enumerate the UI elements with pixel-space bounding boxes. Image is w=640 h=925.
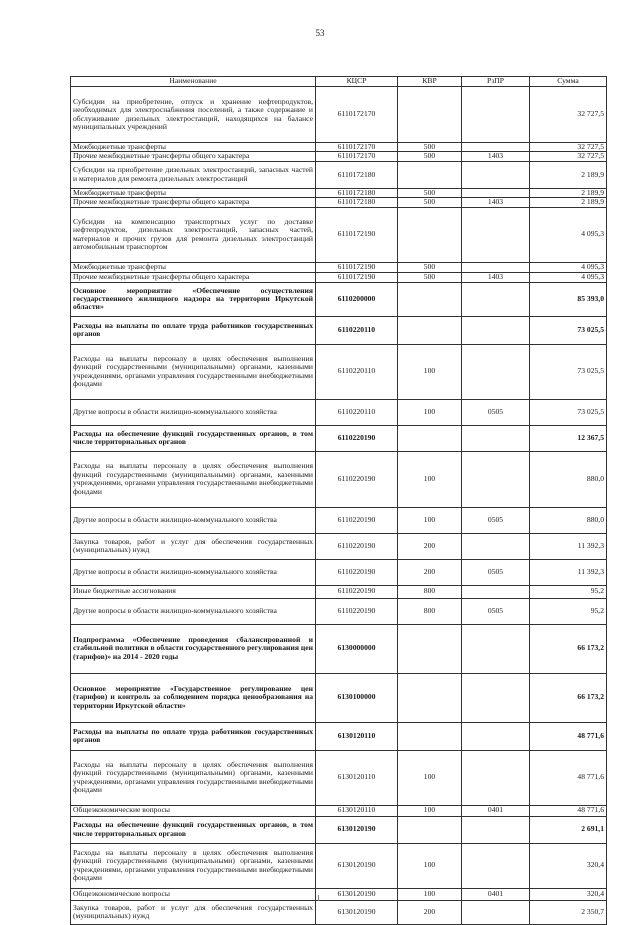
table-row bbox=[71, 598, 607, 624]
row-rzpr-cell bbox=[462, 900, 530, 924]
row-sum-cell: 4 095,3 bbox=[530, 262, 607, 272]
row-sum-cell: 48 771,6 bbox=[530, 722, 607, 750]
table-row bbox=[71, 507, 607, 533]
row-kvr-cell: 200 bbox=[398, 559, 462, 585]
row-sum-cell: 11 392,3 bbox=[530, 533, 607, 559]
row-sum-cell: 2 350,7 bbox=[530, 900, 607, 924]
table-row bbox=[71, 188, 607, 197]
table-row bbox=[71, 673, 607, 722]
header-rzpr: РзПР bbox=[462, 77, 530, 87]
row-kvr-cell bbox=[398, 722, 462, 750]
row-sum-cell: 32 727,5 bbox=[530, 143, 607, 152]
row-kvr-cell bbox=[398, 282, 462, 316]
row-rzpr-cell bbox=[462, 207, 530, 262]
row-rzpr-cell: 0505 bbox=[462, 559, 530, 585]
row-name-cell: Расходы на выплаты персоналу в целях обеспечения выполнения функций государственными (муниципальными) органами, казенными учреждениями, органами управления государственными внебюджетными фондами bbox=[71, 750, 316, 805]
row-rzpr-cell bbox=[462, 344, 530, 399]
row-kvr-cell bbox=[398, 624, 462, 673]
table-row bbox=[71, 316, 607, 344]
row-kcsr-cell: 6110220110 bbox=[316, 344, 398, 399]
row-rzpr-cell bbox=[462, 673, 530, 722]
row-kvr-cell bbox=[398, 207, 462, 262]
row-kcsr-cell: 6110220110 bbox=[316, 399, 398, 425]
row-rzpr-cell: 1403 bbox=[462, 152, 530, 161]
row-sum-cell: 12 367,5 bbox=[530, 425, 607, 451]
row-kcsr-cell: 6110220190 bbox=[316, 451, 398, 507]
row-rzpr-cell: 0505 bbox=[462, 507, 530, 533]
row-rzpr-cell: 0401 bbox=[462, 888, 530, 900]
row-kvr-cell: 200 bbox=[398, 533, 462, 559]
table-row bbox=[71, 152, 607, 161]
row-name-cell: Закупка товаров, работ и услуг для обеспечения государственных (муниципальных) нужд bbox=[71, 533, 316, 559]
row-kvr-cell: 500 bbox=[398, 272, 462, 282]
row-name-cell: Другие вопросы в области жилищно-коммунального хозяйства bbox=[71, 399, 316, 425]
row-name-cell: Расходы на выплаты по оплате труда работников государственных органов bbox=[71, 722, 316, 750]
row-kvr-cell: 100 bbox=[398, 399, 462, 425]
row-kvr-cell: 800 bbox=[398, 598, 462, 624]
row-kcsr-cell: 6110220190 bbox=[316, 533, 398, 559]
row-sum-cell: 66 173,2 bbox=[530, 673, 607, 722]
row-name-cell: Субсидии на приобретение, отпуск и хранение нефтепродуктов, необходимых для электроснабжения поселений, а также содержание и обслуживание дизельных электростанций, находящихся на балансе муниципальных учреждений bbox=[71, 87, 316, 143]
row-sum-cell: 11 392,3 bbox=[530, 559, 607, 585]
row-kcsr-cell: 6130120190 bbox=[316, 843, 398, 888]
header-kvr: КВР bbox=[398, 77, 462, 87]
row-sum-cell: 320,4 bbox=[530, 888, 607, 900]
row-rzpr-cell bbox=[462, 722, 530, 750]
row-kvr-cell: 100 bbox=[398, 507, 462, 533]
table-row bbox=[71, 805, 607, 816]
row-kcsr-cell: 6130120190 bbox=[316, 900, 398, 924]
row-kcsr-cell: 6110220190 bbox=[316, 559, 398, 585]
row-kvr-cell: 500 bbox=[398, 198, 462, 207]
row-rzpr-cell: 0505 bbox=[462, 399, 530, 425]
table-row bbox=[71, 533, 607, 559]
row-rzpr-cell bbox=[462, 282, 530, 316]
table-row bbox=[71, 624, 607, 673]
table-header-row bbox=[71, 77, 607, 87]
row-sum-cell: 4 095,3 bbox=[530, 207, 607, 262]
row-rzpr-cell bbox=[462, 188, 530, 197]
table-row bbox=[71, 207, 607, 262]
row-rzpr-cell bbox=[462, 451, 530, 507]
row-kcsr-cell: 6110172180 bbox=[316, 161, 398, 188]
row-sum-cell: 32 727,5 bbox=[530, 152, 607, 161]
table-row bbox=[71, 272, 607, 282]
table-row bbox=[71, 816, 607, 843]
row-kcsr-cell: 6130100000 bbox=[316, 673, 398, 722]
row-kcsr-cell: 6130000000 bbox=[316, 624, 398, 673]
row-name-cell: Общеэкономические вопросы bbox=[71, 888, 316, 900]
row-name-cell: Расходы на выплаты персоналу в целях обеспечения выполнения функций государственными (муниципальными) органами, казенными учреждениями, органами управления государственными внебюджетными фондами bbox=[71, 843, 316, 888]
row-rzpr-cell bbox=[462, 816, 530, 843]
budget-table bbox=[70, 76, 607, 925]
row-kvr-cell: 500 bbox=[398, 262, 462, 272]
row-sum-cell: 32 727,5 bbox=[530, 87, 607, 143]
row-kvr-cell: 100 bbox=[398, 843, 462, 888]
table-row bbox=[71, 750, 607, 805]
row-name-cell: Субсидии на приобретение дизельных электростанций, запасных частей и материалов для ремонта дизельных электростанций bbox=[71, 161, 316, 188]
row-kcsr-cell: 6110220190 bbox=[316, 585, 398, 598]
row-sum-cell: 880,0 bbox=[530, 507, 607, 533]
row-rzpr-cell bbox=[462, 143, 530, 152]
row-rzpr-cell bbox=[462, 425, 530, 451]
table-row bbox=[71, 198, 607, 207]
row-kcsr-cell: 6110172180 bbox=[316, 188, 398, 197]
row-name-cell: Прочие межбюджетные трансферты общего характера bbox=[71, 152, 316, 161]
row-kcsr-cell: 6130120110 bbox=[316, 722, 398, 750]
row-rzpr-cell bbox=[462, 624, 530, 673]
table-row bbox=[71, 843, 607, 888]
row-kcsr-cell: 6110172190 bbox=[316, 262, 398, 272]
row-kvr-cell bbox=[398, 816, 462, 843]
table-row bbox=[71, 344, 607, 399]
row-kcsr-cell: 6110172190 bbox=[316, 272, 398, 282]
row-kcsr-cell: 6110200000 bbox=[316, 282, 398, 316]
row-sum-cell: 2 189,9 bbox=[530, 188, 607, 197]
row-kcsr-cell: 6110220190 bbox=[316, 507, 398, 533]
row-sum-cell: 48 771,6 bbox=[530, 750, 607, 805]
row-kcsr-cell: 6110220110 bbox=[316, 316, 398, 344]
row-kcsr-cell: 6130120110 bbox=[316, 805, 398, 816]
row-kvr-cell bbox=[398, 161, 462, 188]
row-sum-cell: 73 025,5 bbox=[530, 399, 607, 425]
row-kcsr-cell: 6130120190 bbox=[316, 816, 398, 843]
row-rzpr-cell bbox=[462, 87, 530, 143]
row-sum-cell: 73 025,5 bbox=[530, 344, 607, 399]
table-row bbox=[71, 900, 607, 924]
row-name-cell: Прочие межбюджетные трансферты общего характера bbox=[71, 272, 316, 282]
row-name-cell: Расходы на обеспечение функций государственных органов, в том числе территориальных органов bbox=[71, 425, 316, 451]
row-name-cell: Субсидии на компенсацию транспортных услуг по доставке нефтепродуктов, дизельных электростанций, запасных частей, материалов и прочих грузов для ремонта дизельных электростанций автомобильным транспортом bbox=[71, 207, 316, 262]
row-kvr-cell: 100 bbox=[398, 805, 462, 816]
row-name-cell: Межбюджетные трансферты bbox=[71, 188, 316, 197]
row-sum-cell: 66 173,2 bbox=[530, 624, 607, 673]
row-name-cell: Другие вопросы в области жилищно-коммунального хозяйства bbox=[71, 559, 316, 585]
row-name-cell: Подпрограмма «Обеспечение проведения сбалансированной и стабильной политики в области государственного регулирования цен (тарифов)» на 2014 - 2020 годы bbox=[71, 624, 316, 673]
row-rzpr-cell: 0401 bbox=[462, 805, 530, 816]
table-row bbox=[71, 559, 607, 585]
row-name-cell: Основное мероприятие «Обеспечение осуществления государственного жилищного надзора на территории Иркутской области» bbox=[71, 282, 316, 316]
row-name-cell: Закупка товаров, работ и услуг для обеспечения государственных (муниципальных) нужд bbox=[71, 900, 316, 924]
row-rzpr-cell bbox=[462, 262, 530, 272]
row-rzpr-cell bbox=[462, 750, 530, 805]
table-row bbox=[71, 425, 607, 451]
table-row bbox=[71, 399, 607, 425]
row-kvr-cell: 100 bbox=[398, 888, 462, 900]
page-number: 53 bbox=[315, 28, 325, 38]
row-sum-cell: 320,4 bbox=[530, 843, 607, 888]
row-kcsr-cell: 6110172170 bbox=[316, 152, 398, 161]
row-name-cell: Другие вопросы в области жилищно-коммунального хозяйства bbox=[71, 507, 316, 533]
header-sum: Сумма bbox=[530, 77, 607, 87]
row-rzpr-cell: 0505 bbox=[462, 598, 530, 624]
row-name-cell: Основное мероприятие «Государственное регулирование цен (тарифов) и контроль за соблюдением порядка ценообразования на территории Иркутской области» bbox=[71, 673, 316, 722]
header-name: Наименование bbox=[71, 77, 316, 87]
row-name-cell: Расходы на выплаты персоналу в целях обеспечения выполнения функций государственными (муниципальными) органами, казенными учреждениями, органами управления государственными внебюджетными фондами bbox=[71, 344, 316, 399]
row-sum-cell: 85 393,0 bbox=[530, 282, 607, 316]
row-kcsr-cell: 6110172190 bbox=[316, 207, 398, 262]
row-kcsr-cell: 6110172170 bbox=[316, 87, 398, 143]
row-sum-cell: 48 771,6 bbox=[530, 805, 607, 816]
row-kvr-cell bbox=[398, 87, 462, 143]
row-rzpr-cell: 1403 bbox=[462, 272, 530, 282]
row-sum-cell: 73 025,5 bbox=[530, 316, 607, 344]
table-row bbox=[71, 585, 607, 598]
row-rzpr-cell bbox=[462, 161, 530, 188]
table-row bbox=[71, 282, 607, 316]
scan-mark bbox=[318, 895, 319, 901]
row-name-cell: Расходы на выплаты по оплате труда работников государственных органов bbox=[71, 316, 316, 344]
row-name-cell: Межбюджетные трансферты bbox=[71, 143, 316, 152]
row-sum-cell: 2 189,9 bbox=[530, 161, 607, 188]
table-body bbox=[71, 87, 607, 925]
row-kcsr-cell: 6110172180 bbox=[316, 198, 398, 207]
row-sum-cell: 880,0 bbox=[530, 451, 607, 507]
table-row bbox=[71, 262, 607, 272]
row-name-cell: Расходы на обеспечение функций государственных органов, в том числе территориальных органов bbox=[71, 816, 316, 843]
row-name-cell: Межбюджетные трансферты bbox=[71, 262, 316, 272]
row-kcsr-cell: 6110220190 bbox=[316, 425, 398, 451]
table-row bbox=[71, 87, 607, 143]
row-sum-cell: 95,2 bbox=[530, 598, 607, 624]
row-sum-cell: 2 691,1 bbox=[530, 816, 607, 843]
table-row bbox=[71, 451, 607, 507]
row-kvr-cell: 500 bbox=[398, 152, 462, 161]
table-row bbox=[71, 722, 607, 750]
row-kcsr-cell: 6110220190 bbox=[316, 598, 398, 624]
row-kvr-cell: 800 bbox=[398, 585, 462, 598]
row-kcsr-cell: 6130120110 bbox=[316, 750, 398, 805]
table-row bbox=[71, 888, 607, 900]
row-rzpr-cell bbox=[462, 843, 530, 888]
row-rzpr-cell bbox=[462, 316, 530, 344]
table-row bbox=[71, 161, 607, 188]
row-name-cell: Общеэкономические вопросы bbox=[71, 805, 316, 816]
row-kcsr-cell: 6110172170 bbox=[316, 143, 398, 152]
row-name-cell: Прочие межбюджетные трансферты общего характера bbox=[71, 198, 316, 207]
row-kvr-cell: 100 bbox=[398, 451, 462, 507]
row-kvr-cell: 200 bbox=[398, 900, 462, 924]
row-kvr-cell bbox=[398, 673, 462, 722]
row-name-cell: Расходы на выплаты персоналу в целях обеспечения выполнения функций государственными (муниципальными) органами, казенными учреждениями, органами управления государственными внебюджетными фондами bbox=[71, 451, 316, 507]
row-rzpr-cell bbox=[462, 585, 530, 598]
row-kvr-cell: 100 bbox=[398, 750, 462, 805]
table-row bbox=[71, 143, 607, 152]
row-kvr-cell: 500 bbox=[398, 188, 462, 197]
row-kvr-cell: 100 bbox=[398, 344, 462, 399]
row-kvr-cell bbox=[398, 425, 462, 451]
row-sum-cell: 4 095,3 bbox=[530, 272, 607, 282]
row-kvr-cell: 500 bbox=[398, 143, 462, 152]
row-kcsr-cell: 6130120190 bbox=[316, 888, 398, 900]
row-rzpr-cell bbox=[462, 533, 530, 559]
row-sum-cell: 2 189,9 bbox=[530, 198, 607, 207]
row-kvr-cell bbox=[398, 316, 462, 344]
row-sum-cell: 95,2 bbox=[530, 585, 607, 598]
row-name-cell: Другие вопросы в области жилищно-коммунального хозяйства bbox=[71, 598, 316, 624]
row-name-cell: Иные бюджетные ассигнования bbox=[71, 585, 316, 598]
row-rzpr-cell: 1403 bbox=[462, 198, 530, 207]
header-kcsr: КЦСР bbox=[316, 77, 398, 87]
